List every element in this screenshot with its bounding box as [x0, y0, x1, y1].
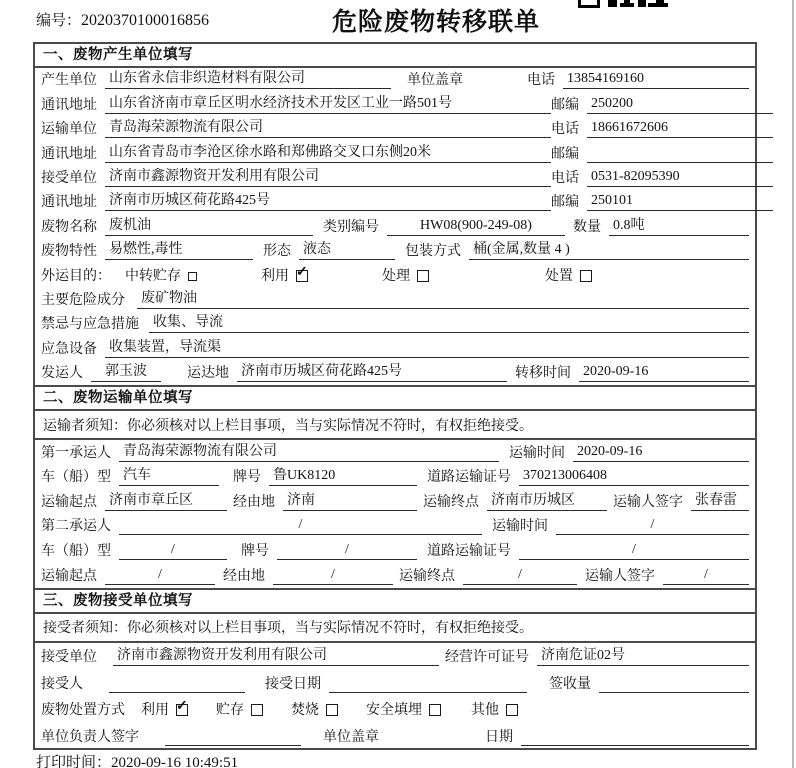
transport-time2-value: /: [556, 516, 749, 535]
vehicle1-row: [35, 465, 755, 490]
destination-value: 济南市历城区荷花路425号: [237, 363, 507, 382]
produce-zip-value: 250200: [587, 95, 773, 114]
emergency-value: 收集、导流: [149, 314, 749, 333]
waste-name-label: 废物名称: [41, 219, 97, 235]
carrier2-row: [35, 514, 755, 539]
vehicle2-value: /: [119, 541, 227, 560]
waste-name-value: 废机油: [105, 217, 313, 236]
checkbox-storage-unchecked: [251, 704, 263, 716]
transport-unit-row: [35, 117, 755, 141]
receive-unit-label: 接受单位: [41, 170, 97, 186]
receiver-label: 接受人: [41, 676, 83, 692]
consignor-value: 郭玉波: [91, 363, 161, 382]
opt-transfer-storage-label: 中转贮存: [125, 268, 181, 284]
head-sign-label: 单位负责人签字: [41, 729, 139, 745]
check-icon: ✓: [296, 264, 308, 280]
document-title: 危险废物转移联单: [332, 9, 541, 36]
hazard-label: 主要危险成分: [41, 292, 125, 308]
section-receiver: [35, 588, 755, 749]
unit-seal-label: 单位盖章: [407, 73, 463, 89]
print-time-value: 2020-09-16 10:49:51: [111, 755, 239, 768]
route1-row: [35, 489, 755, 514]
comm-address-label: 通讯地址: [41, 97, 97, 113]
qr-block: [648, 3, 668, 7]
opt-landfill-label: 安全填埋: [366, 703, 422, 719]
receiver-row: [35, 669, 755, 696]
road-permit2-value: /: [519, 541, 749, 560]
unit-seal-label: 单位盖章: [323, 729, 379, 745]
produce-phone-value: 13854169160: [563, 70, 749, 89]
disposal-method-label: 废物处置方式: [41, 703, 125, 719]
qr-block: [620, 3, 634, 7]
phone-label: 电话: [551, 122, 579, 138]
license-no-value: 济南危证02号: [537, 647, 749, 666]
transfer-time-value: 2020-09-16: [579, 363, 749, 382]
print-time-line: [36, 751, 238, 768]
packing-label: 包装方式: [405, 244, 461, 260]
receiver-notice: 接受者须知：你必须核对以上栏目事项，当与实际情况不符时，有权拒绝接受。: [35, 614, 755, 643]
head-sign-value: [165, 727, 301, 746]
date-value: [521, 727, 749, 746]
opt-other-label: 其他: [471, 703, 499, 719]
receive-unit-row: [35, 166, 755, 190]
carrier1-label: 第一承运人: [41, 445, 111, 461]
equipment-label: 应急设备: [41, 341, 97, 357]
equipment-value: 收集装置，导流渠: [105, 339, 749, 358]
transfer-time-label: 转移时间: [515, 366, 571, 382]
waste-name-row: [35, 214, 755, 238]
form-value: 液态: [299, 241, 395, 260]
section-producer: [35, 44, 755, 385]
carrier-sign-label: 运输人签字: [585, 568, 655, 584]
opt-use-label: 利用: [141, 703, 169, 719]
produce-address-value: 山东省济南市章丘区明水经济技术开发区工业一路501号: [105, 95, 551, 114]
qr-block: [638, 0, 646, 7]
qr-finder-block: [578, 0, 600, 8]
origin-label: 运输起点: [41, 568, 97, 584]
waste-character-value: 易燃性,毒性: [105, 241, 253, 260]
transport-time1-value: 2020-09-16: [573, 443, 749, 462]
purpose-label: 外运目的：: [41, 268, 111, 284]
origin1-value: 济南市章丘区: [105, 492, 227, 511]
qr-block: [656, 0, 664, 3]
waste-character-label: 废物特性: [41, 244, 97, 260]
category-no-label: 类别编号: [323, 219, 379, 235]
via1-value: 济南: [283, 492, 417, 511]
waste-character-row: [35, 239, 755, 263]
receive-unit-row-s3: [35, 643, 755, 670]
carrier1-row: [35, 440, 755, 465]
vehicle1-value: 汽车: [119, 467, 219, 486]
transport-address-row: [35, 141, 755, 165]
section-1-heading: 一、废物产生单位填写: [35, 44, 755, 68]
hazard-row: [35, 288, 755, 312]
via2-value: /: [273, 566, 393, 585]
vehicle2-row: [35, 538, 755, 563]
hazard-value: 废矿物油: [137, 290, 749, 309]
receiver-value: [109, 674, 245, 693]
transport-address-value: 山东省青岛市李沧区徐水路和郑佛路交叉口东侧20米: [105, 144, 551, 163]
opt-dispose-label: 处置: [545, 268, 573, 284]
consignor-label: 发运人: [41, 366, 83, 382]
date-label: 日期: [485, 729, 513, 745]
receive-date-value: [329, 674, 527, 693]
consignor-row: [35, 361, 755, 385]
checkbox-landfill-unchecked: [429, 704, 441, 716]
print-time-label: 打印时间：: [36, 755, 112, 768]
plate2-value: /: [277, 541, 417, 560]
check-icon: ✓: [176, 699, 188, 715]
transport-unit-label: 运输单位: [41, 122, 97, 138]
qr-block: [624, 0, 630, 3]
destination-label: 运达地: [187, 366, 229, 382]
terminal-label: 运输终点: [423, 494, 479, 510]
opt-use-label: 利用: [261, 268, 289, 284]
sign2-value: /: [663, 566, 749, 585]
via-label: 经由地: [223, 568, 265, 584]
terminal-label: 运输终点: [399, 568, 455, 584]
checkbox-other-unchecked: [506, 704, 518, 716]
transport-zip-value: [587, 144, 773, 163]
opt-treat-label: 处理: [382, 268, 410, 284]
zip-label: 邮编: [551, 146, 579, 162]
transport-unit-value: 青岛海荣源物流有限公司: [105, 119, 551, 138]
receive-date-label: 接受日期: [265, 676, 321, 692]
phone-label: 电话: [551, 170, 579, 186]
transport-time-label: 运输时间: [509, 445, 565, 461]
receive-phone-value: 0531-82095390: [587, 168, 773, 187]
vehicle-type-label: 车（船）型: [41, 470, 111, 486]
packing-value: 桶(金属,数量 4 ): [469, 241, 749, 260]
origin-label: 运输起点: [41, 494, 97, 510]
carrier-notice: 运输者须知：你必须核对以上栏目事项，当与实际情况不符时，有权拒绝接受。: [35, 411, 755, 440]
zip-label: 邮编: [551, 97, 579, 113]
receive-address-row: [35, 190, 755, 214]
road-permit-label: 道路运输证号: [427, 470, 511, 486]
section-2-heading: 二、废物运输单位填写: [35, 387, 755, 411]
category-no-value: HW08(900-249-08): [387, 217, 565, 236]
checkbox-dispose-unchecked: [580, 270, 592, 282]
plate-no-label: 牌号: [233, 470, 261, 486]
checkbox-treat-unchecked: [417, 270, 429, 282]
serial-number: 2020370100016856: [81, 12, 210, 29]
carrier2-label: 第二承运人: [41, 519, 111, 535]
terminal2-value: /: [463, 566, 577, 585]
road-permit1-value: 370213006408: [519, 467, 749, 486]
quantity-value: 0.8吨: [609, 217, 749, 236]
via-label: 经由地: [233, 494, 275, 510]
checkbox-transfer-storage-unchecked: [188, 272, 197, 281]
receive-unit-value-s3: 济南市鑫源物资开发利用有限公司: [113, 647, 439, 666]
checkbox-use-checked: [296, 264, 308, 282]
head-sign-row: [35, 722, 755, 749]
waste-transfer-form: [33, 42, 757, 750]
purpose-row: [35, 263, 755, 287]
zip-label: 邮编: [551, 195, 579, 211]
serial-label: 编号：: [36, 13, 82, 29]
produce-unit-value: 山东省永信非织造材料有限公司: [105, 70, 391, 89]
terminal1-value: 济南市历城区: [487, 492, 607, 511]
received-qty-value: [599, 674, 749, 693]
comm-address-label: 通讯地址: [41, 195, 97, 211]
opt-storage-label: 贮存: [216, 703, 244, 719]
receive-unit-label: 接受单位: [41, 650, 97, 666]
form-label: 形态: [263, 244, 291, 260]
carrier-sign-label: 运输人签字: [613, 494, 683, 510]
quantity-label: 数量: [573, 219, 601, 235]
origin2-value: /: [105, 566, 215, 585]
disposal-method-row: [35, 696, 755, 723]
page-right-edge: [792, 0, 794, 768]
receive-zip-value: 250101: [587, 192, 773, 211]
opt-burn-label: 焚烧: [291, 703, 319, 719]
produce-unit-row: [35, 68, 755, 92]
section-3-heading: 三、废物接受单位填写: [35, 590, 755, 614]
produce-unit-label: 产生单位: [41, 73, 97, 89]
emergency-row: [35, 312, 755, 336]
phone-label: 电话: [527, 73, 555, 89]
receive-unit-value: 济南市鑫源物资开发利用有限公司: [105, 168, 551, 187]
checkbox-disposal-use-checked: [176, 699, 188, 716]
road-permit-label: 道路运输证号: [427, 544, 511, 560]
transport-time-label: 运输时间: [492, 519, 548, 535]
equipment-row: [35, 336, 755, 360]
carrier2-value: /: [119, 516, 482, 535]
plate1-value: 鲁UK8120: [269, 467, 417, 486]
serial-number-line: [36, 9, 209, 30]
carrier1-value: 青岛海荣源物流有限公司: [119, 443, 499, 462]
plate-no-label: 牌号: [241, 544, 269, 560]
sign1-value: 张春雷: [691, 492, 749, 511]
checkbox-burn-unchecked: [326, 704, 338, 716]
license-no-label: 经营许可证号: [445, 650, 529, 666]
receive-address-value: 济南市历城区荷花路425号: [105, 192, 551, 211]
transport-phone-value: 18661672606: [587, 119, 773, 138]
received-qty-label: 签收量: [549, 676, 591, 692]
qr-code-fragment: [578, 0, 674, 9]
vehicle-type-label: 车（船）型: [41, 544, 111, 560]
qr-block: [608, 0, 617, 7]
comm-address-label: 通讯地址: [41, 146, 97, 162]
section-transporter: [35, 385, 755, 588]
emergency-label: 禁忌与应急措施: [41, 317, 139, 333]
produce-address-row: [35, 92, 755, 116]
route2-row: [35, 563, 755, 588]
